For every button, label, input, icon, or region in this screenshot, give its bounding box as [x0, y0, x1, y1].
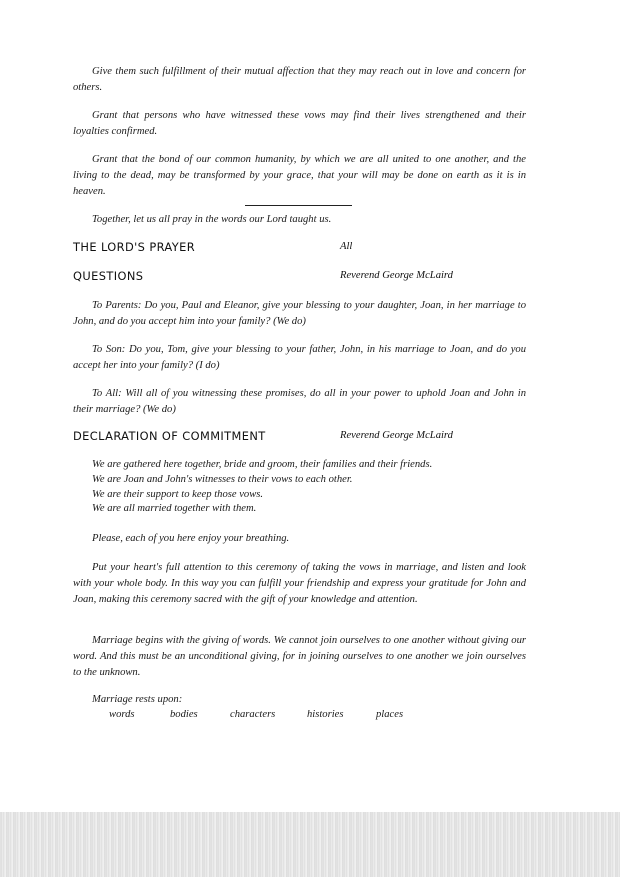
list-item: characters — [230, 709, 276, 720]
paragraph-giving-words — [73, 633, 526, 681]
list-item: bodies — [170, 709, 198, 720]
heading-questions: QUESTIONS — [73, 269, 144, 283]
officiant-lords-prayer: All — [340, 241, 353, 252]
paragraph-giving-words-text: Marriage begins with the giving of words. We cannot join ourselves to one another without giving our word. And this must be an unconditional giving, for in joining ourselves to one another we join ourselves to the unknown. — [73, 635, 526, 678]
declaration-line: We are Joan and John's witnesses to their vows to each other. — [92, 473, 353, 485]
officiant-questions: Reverend George McLaird — [340, 270, 453, 281]
rests-upon-label: Marriage rests upon: — [92, 694, 183, 705]
declaration-line: We are gathered here together, bride and groom, their families and their friends. — [92, 459, 433, 470]
declaration-line: We are their support to keep those vows. — [92, 488, 264, 500]
question-parents — [73, 298, 526, 330]
paragraph-fulfillment-text: Give them such fulfillment of their mutual affection that they may reach out in love and concern for others. — [73, 66, 526, 93]
paragraph-witnesses-text: Grant that persons who have witnessed these vows may find their lives strengthened and their loyalties confirmed. — [73, 110, 526, 137]
list-item: places — [376, 709, 404, 720]
paragraph-fulfillment — [73, 64, 526, 96]
officiant-declaration: Reverend George McLaird — [340, 430, 453, 441]
paragraph-attention-text: Put your heart's full attention to this ceremony of taking the vows in marriage, and listen and look with your whole body. In this way you can fulfill your friendship and express your gratitude for John and Joan, making this ceremony sacred with the gift of your knowledge and attention. — [73, 562, 526, 605]
list-item: words — [109, 709, 135, 720]
heading-declaration: DECLARATION OF COMMITMENT — [73, 429, 266, 443]
paragraph-attention — [73, 560, 526, 608]
question-all — [73, 386, 526, 418]
question-all-text: To All: Will all of you witnessing these promises, do all in your power to uphold Joan and John in their marriage? (We do) — [73, 388, 526, 415]
scan-artifact-band — [0, 812, 620, 877]
question-son-text: To Son: Do you, Tom, give your blessing to your father, John, in his marriage to Joan, and do you accept her into your family? (I do) — [73, 344, 526, 371]
divider-rule — [245, 205, 352, 206]
paragraph-common-humanity — [73, 152, 526, 200]
paragraph-common-humanity-text: Grant that the bond of our common humanity, by which we are all united to one another, and the living to the dead, may be transformed by your grace, that your will may be done on earth as it is in heaven. — [73, 154, 526, 197]
declaration-line: We are all married together with them. — [92, 503, 257, 515]
paragraph-pray — [73, 212, 526, 228]
question-son — [73, 342, 526, 374]
paragraph-witnesses — [73, 108, 526, 140]
declaration-lines — [92, 458, 432, 517]
paragraph-pray-text: Together, let us all pray in the words our Lord taught us. — [92, 214, 332, 225]
paragraph-breathing-text: Please, each of you here enjoy your breathing. — [92, 533, 290, 544]
question-parents-text: To Parents: Do you, Paul and Eleanor, give your blessing to your daughter, Joan, in her marriage to John, and do you accept him into your family? (We do) — [73, 300, 526, 327]
paragraph-breathing — [73, 531, 526, 547]
heading-lords-prayer: THE LORD'S PRAYER — [73, 240, 196, 254]
list-item: histories — [307, 709, 344, 720]
